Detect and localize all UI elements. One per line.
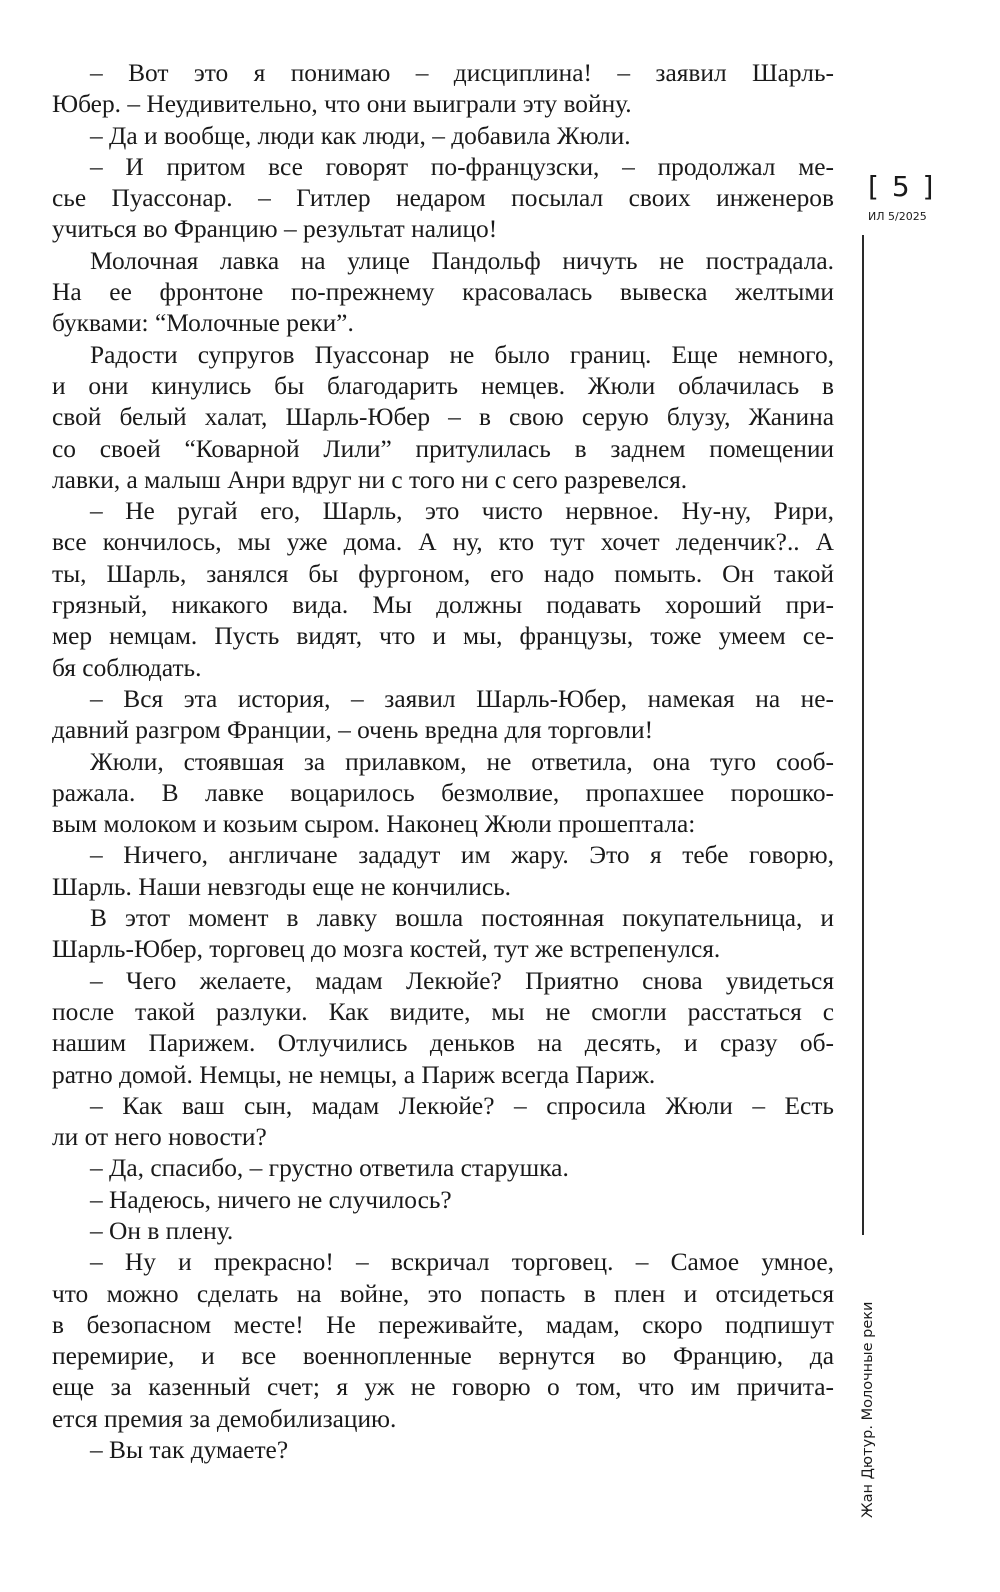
text-line: ратно домой. Немцы, не немцы, а Париж всегда Париж. xyxy=(52,1060,656,1089)
text-line: в безопасном месте! Не переживайте, мадам, скоро подпишут xyxy=(52,1310,834,1339)
text-line: – Ничего, англичане зададут им жару. Это я тебе говорю, xyxy=(90,841,834,870)
text-line: ли от него новости? xyxy=(52,1123,267,1152)
text-line: На ее фронтоне по-прежнему красовалась вывеска желтыми xyxy=(52,278,834,307)
text-line: вым молоком и козьим сыром. Наконец Жюли прошептала: xyxy=(52,810,696,839)
text-line: – Вся эта история, – заявил Шарль-Юбер, намекая на не- xyxy=(90,684,834,713)
text-line: и они кинулись бы благодарить немцев. Жюли облачилась в xyxy=(52,371,834,400)
text-line: мер немцам. Пусть видят, что и мы, французы, тоже умеем се- xyxy=(52,622,834,651)
running-title xyxy=(860,1248,880,1518)
text-line: Радости супругов Пуассонар не было границ. Еще немного, xyxy=(90,340,834,369)
text-line: – Да и вообще, люди как люди, – добавила Жюли. xyxy=(90,121,631,150)
text-line: ражала. В лавке воцарилось безмолвие, пропахшее порошко- xyxy=(52,778,834,807)
text-line: ется премия за демобилизацию. xyxy=(52,1404,397,1433)
text-line: что можно сделать на войне, это попасть в плен и отсидеться xyxy=(52,1279,834,1308)
text-line: – Как ваш сын, мадам Лекюйе? – спросила Жюли – Есть xyxy=(90,1091,834,1120)
text-line: сье Пуассонар. – Гитлер недаром посылал своих инженеров xyxy=(52,184,834,213)
text-line: Шарль-Юбер, торговец до мозга костей, тут же встрепенулся. xyxy=(52,935,721,964)
text-line: Шарль. Наши невзгоды еще не кончились. xyxy=(52,872,512,901)
text-line: со своей “Коварной Лили” притулилась в заднем помещении xyxy=(52,434,834,463)
text-line: В этот момент в лавку вошла постоянная покупательница, и xyxy=(90,904,834,933)
text-line: – Вы так думаете? xyxy=(90,1436,289,1465)
text-line: Юбер. – Неудивительно, что они выиграли эту войну. xyxy=(52,90,632,119)
body-text xyxy=(52,58,834,1466)
text-line: – Чего желаете, мадам Лекюйе? Приятно снова увидеться xyxy=(90,966,834,995)
text-line: грязный, никакого вида. Мы должны подавать хороший при- xyxy=(52,591,834,620)
text-line: после такой разлуки. Как видите, мы не смогли расстаться с xyxy=(52,997,834,1026)
text-line: – Ну и прекрасно! – вскричал торговец. – Самое умное, xyxy=(90,1248,834,1277)
text-line: – И притом все говорят по-французски, – продолжал ме- xyxy=(90,152,834,181)
text-line: бя соблюдать. xyxy=(52,653,202,682)
margin-rule xyxy=(862,235,864,1235)
text-line: нашим Парижем. Отлучились деньков на десять, и сразу об- xyxy=(52,1029,834,1058)
text-line: Молочная лавка на улице Пандольф ничуть не пострадала. xyxy=(90,246,834,275)
text-line: – Не ругай его, Шарль, это чисто нервное. Ну-ну, Рири, xyxy=(90,497,834,526)
text-line: – Вот это я понимаю – дисциплина! – заявил Шарль- xyxy=(90,59,834,87)
issue-label: ИЛ 5/2025 xyxy=(868,210,927,223)
text-line: давний разгром Франции, – очень вредна для торговли! xyxy=(52,716,654,745)
text-line: – Надеюсь, ничего не случилось? xyxy=(90,1185,452,1214)
text-line: перемирие, и все военнопленные вернутся во Францию, да xyxy=(52,1342,834,1371)
text-line: – Он в плену. xyxy=(90,1216,234,1245)
text-line: учиться во Францию – результат налицо! xyxy=(52,215,498,244)
text-line: свой белый халат, Шарль-Юбер – в свою серую блузу, Жанина xyxy=(52,403,834,432)
text-line: Жюли, стоявшая за прилавком, не ответила, она туго сооб- xyxy=(90,747,834,776)
text-line: ты, Шарль, занялся бы фургоном, его надо помыть. Он такой xyxy=(52,559,834,588)
text-line: лавки, а малыш Анри вдруг ни с того ни с сего разревелся. xyxy=(52,465,688,494)
text-line: – Да, спасибо, – грустно ответила старушка. xyxy=(90,1154,569,1183)
text-line: все кончилось, мы уже дома. А ну, кто тут хочет леденчик?.. А xyxy=(52,528,834,557)
text-line: еще за казенный счет; я уж не говорю о том, что им причита- xyxy=(52,1373,834,1402)
page-number: [ 5 ] xyxy=(868,170,936,203)
text-line: буквами: “Молочные реки”. xyxy=(52,309,354,338)
running-title-text: Жан Дютур. Молочные реки xyxy=(860,1301,876,1518)
